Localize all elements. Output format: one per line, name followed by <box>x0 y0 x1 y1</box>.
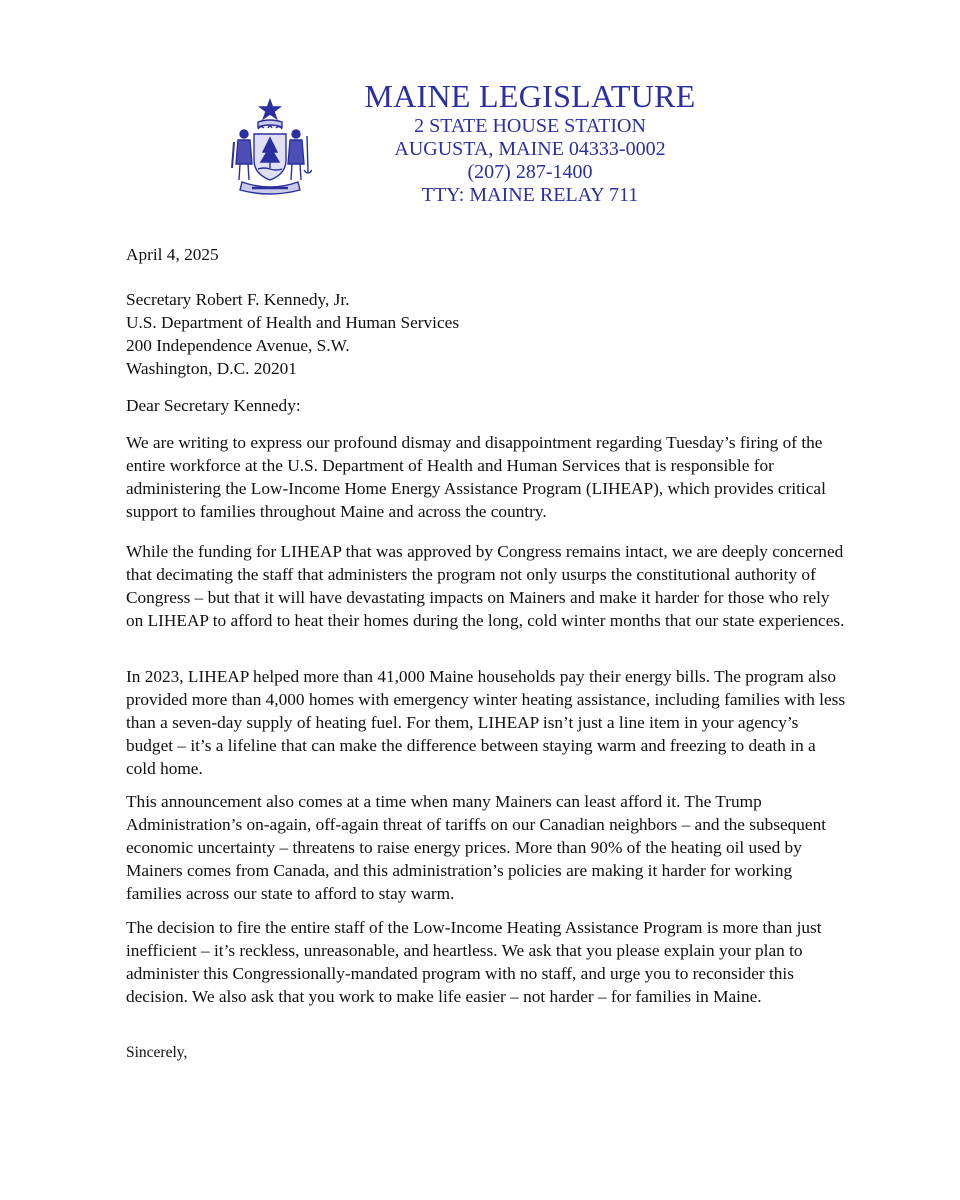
letterhead-city: AUGUSTA, MAINE 04333-0002 <box>394 138 666 160</box>
letterhead-phone: (207) 287-1400 <box>467 161 593 183</box>
recipient-address <box>126 288 846 380</box>
paragraph-4: This announcement also comes at a time when many Mainers can least afford it. The Trump Administration’s on-again, off-again threat of tariffs on our Canadian neighbors – and the subsequent economic uncertainty – threatens to raise energy prices. More than 90% of the heating oil used by Mainers comes from Canada, and this administration’s policies are making it harder for working families across our state to afford to stay warm. <box>126 792 827 903</box>
letter-date: April 4, 2025 <box>126 245 219 264</box>
paragraph-1: We are writing to express our profound dismay and disappointment regarding Tuesday’s firing of the entire workforce at the U.S. Department of Health and Human Services that is responsible for administering the Low-Income Home Energy Assistance Program (LIHEAP), which provides critical support to families throughout Maine and across the country. <box>126 433 826 521</box>
closing: Sincerely, <box>126 1044 188 1061</box>
recipient-street: 200 Independence Avenue, S.W. <box>126 336 350 355</box>
salutation: Dear Secretary Kennedy: <box>126 396 301 415</box>
recipient-department: U.S. Department of Health and Human Services <box>126 313 460 332</box>
letterhead-tty: TTY: MAINE RELAY 711 <box>421 184 639 206</box>
paragraph-2: While the funding for LIHEAP that was approved by Congress remains intact, we are deeply concerned that decimating the staff that administers the program not only usurps the constitutional authority of Congress – but that it will have devastating impacts on Mainers and make it harder for those who rely on LIHEAP to afford to heat their homes during the long, cold winter months that our state experiences. <box>126 542 845 630</box>
letterhead <box>0 0 960 220</box>
maine-state-seal-icon <box>228 98 312 198</box>
paragraph-5: The decision to fire the entire staff of the Low-Income Heating Assistance Program is more than just inefficient – it’s reckless, unreasonable, and heartless. We ask that you please explain your plan to administer this Congressionally-mandated program with no staff, and urge you to reconsider this decision. We also ask that you work to make life easier – not harder – for families in Maine. <box>126 918 822 1006</box>
letterhead-address: 2 STATE HOUSE STATION <box>414 115 646 137</box>
recipient-name: Secretary Robert F. Kennedy, Jr. <box>126 290 350 309</box>
paragraph-3: In 2023, LIHEAP helped more than 41,000 Maine households pay their energy bills. The program also provided more than 4,000 homes with emergency winter heating assistance, including families with less than a seven-day supply of heating fuel. For them, LIHEAP isn’t just a line item in your agency’s budget – it’s a lifeline that can make the difference between staying warm and freezing to death in a cold home. <box>126 667 846 778</box>
recipient-city: Washington, D.C. 20201 <box>126 359 297 378</box>
letterhead-title: MAINE LEGISLATURE <box>364 78 696 114</box>
